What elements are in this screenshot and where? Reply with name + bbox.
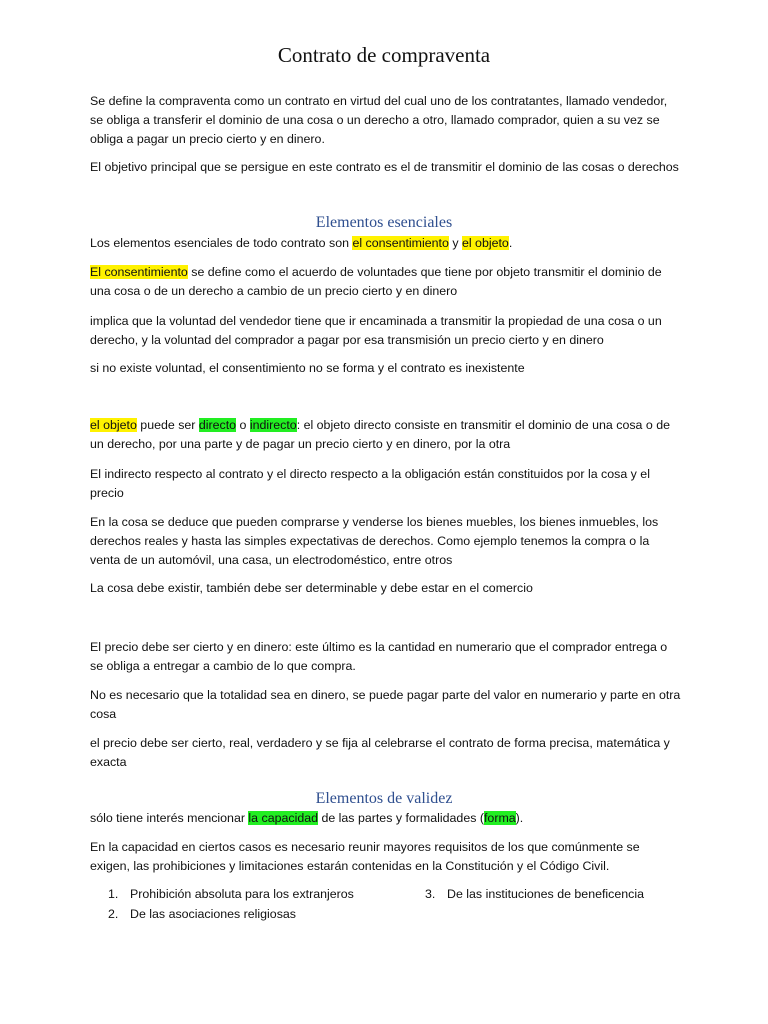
highlight-objeto: el objeto (461, 236, 509, 250)
esenciales-paragraph-5 (90, 416, 682, 454)
list-text: De las asociaciones religiosas (130, 907, 296, 921)
list-text: Prohibición absoluta para los extranjeros (130, 887, 354, 901)
esenciales-paragraph-1 (90, 234, 682, 253)
validez-paragraph-2: En la capacidad en ciertos casos es necesario reunir mayores requisitos de los que comúnmente se exigen, las prohibiciones y limitaciones estarán contenidas en la Constitución y el Código Civil. (90, 840, 640, 873)
esenciales-paragraph-7: En la cosa se deduce que pueden comprarse y venderse los bienes muebles, los bienes inmuebles, los derechos reales y hasta las simples expectativas de derechos. Como ejemplo tenemos la compra o la venta de un automóvil, una casa, un electrodoméstico, entre otros (90, 515, 659, 567)
list-item (425, 885, 644, 904)
text-segment: y (448, 236, 462, 250)
esenciales-paragraph-9: El precio debe ser cierto y en dinero: este último es la cantidad en numerario que el comprador entrega o se obliga a entregar a cambio de lo que compra. (90, 640, 668, 673)
text-segment: ). (515, 811, 524, 825)
highlight-indirecto: indirecto (249, 418, 297, 432)
esenciales-paragraph-10: No es necesario que la totalidad sea en dinero, se puede pagar parte del valor en numerario y parte en otra cosa (90, 688, 681, 721)
highlight-capacidad: la capacidad (248, 811, 318, 825)
text-segment: : el objeto directo consiste en transmitir el dominio de una cosa o de un derecho, por una parte y de pagar un precio cierto y en dinero, por la otra (90, 418, 670, 451)
highlight-consentimiento: el consentimiento (352, 236, 449, 250)
list-number: 3. (425, 887, 436, 901)
esenciales-paragraph-6: El indirecto respecto al contrato y el directo respecto a la obligación están constituidos por la cosa y el precio (90, 467, 650, 500)
text-segment: de las partes y formalidades ( (318, 811, 484, 825)
highlight-forma: forma (483, 811, 516, 825)
text-segment: sólo tiene interés mencionar (90, 811, 249, 825)
intro-paragraph-1: Se define la compraventa como un contrato en virtud del cual uno de los contratantes, llamado vendedor, se obliga a transferir el dominio de una cosa o un derecho a otro, llamado comprador, quien a su vez se obliga a pagar un precio cierto y en dinero. (90, 94, 668, 146)
document-title: Contrato de compraventa (277, 43, 491, 67)
list-item (108, 885, 354, 904)
text-segment: se define como el acuerdo de voluntades que tiene por objeto transmitir el dominio de una cosa o de un derecho a cambio de un precio cierto y en dinero (90, 265, 662, 298)
text-segment: puede ser (136, 418, 199, 432)
list-text: De las instituciones de beneficencia (447, 887, 644, 901)
text-segment: . (508, 236, 513, 250)
list-number: 2. (108, 907, 119, 921)
esenciales-paragraph-3: implica que la voluntad del vendedor tiene que ir encaminada a transmitir la propiedad de una cosa o un derecho, y la voluntad del comprador a pagar por esa transmisión un precio cierto y en dinero (90, 314, 662, 347)
list-number: 1. (108, 887, 119, 901)
text-segment: o (236, 418, 250, 432)
validez-paragraph-1 (90, 809, 682, 828)
list-item (108, 905, 296, 924)
esenciales-paragraph-8: La cosa debe existir, también debe ser determinable y debe estar en el comercio (90, 581, 533, 595)
text-segment: Los elementos esenciales de todo contrato son (90, 236, 353, 250)
highlight-objeto-term: el objeto (90, 418, 137, 432)
esenciales-paragraph-2 (90, 263, 682, 301)
highlight-consentimiento-term: El consentimiento (90, 265, 188, 279)
esenciales-paragraph-11: el precio debe ser cierto, real, verdadero y se fija al celebrarse el contrato de forma precisa, matemática y exacta (90, 736, 670, 769)
esenciales-paragraph-4: si no existe voluntad, el consentimiento no se forma y el contrato es inexistente (90, 361, 525, 375)
intro-paragraph-2: El objetivo principal que se persigue en este contrato es el de transmitir el dominio de las cosas o derechos (90, 160, 679, 174)
highlight-directo: directo (198, 418, 237, 432)
section-heading-validez: Elementos de validez (315, 790, 453, 807)
section-heading-esenciales: Elementos esenciales (315, 214, 453, 231)
